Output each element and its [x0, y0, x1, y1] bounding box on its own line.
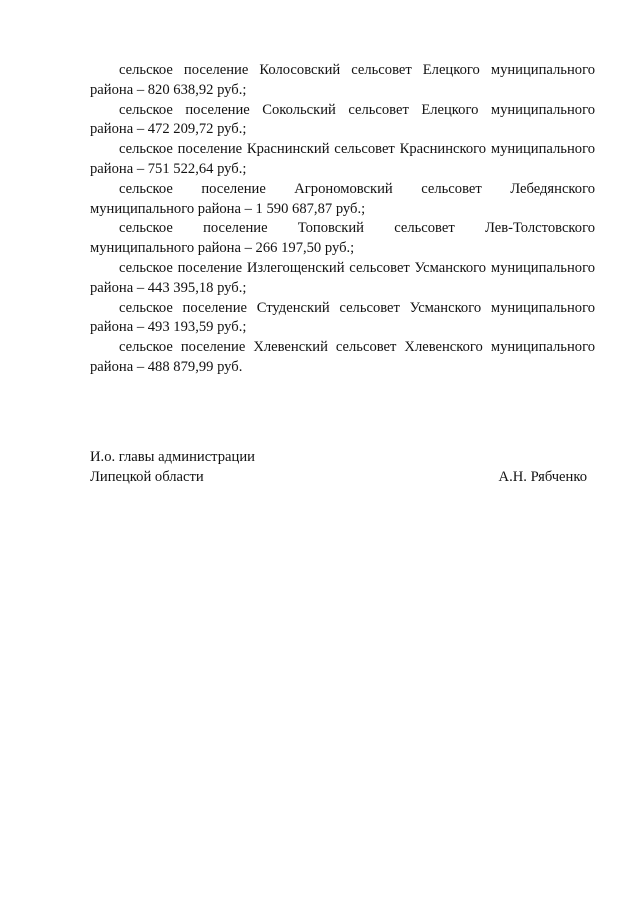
- allocation-item: сельское поселение Топовский сельсовет Лев-Толстовского муниципального района – 266 197,50 руб.;: [90, 220, 595, 257]
- allocation-item: сельское поселение Хлевенский сельсовет Хлевенского муниципального района – 488 879,99 руб.: [90, 339, 595, 375]
- allocation-item: сельское поселение Студенский сельсовет Усманского муниципального района – 493 193,59 руб.;: [90, 299, 595, 336]
- allocation-item: сельское поселение Излегощенский сельсовет Усманского муниципального района – 443 395,18 руб.;: [90, 259, 595, 296]
- allocation-list: [90, 61, 595, 378]
- signer-position-line1: И.о. главы администрации: [90, 449, 255, 465]
- signer-name: А.Н. Рябченко: [498, 468, 587, 485]
- allocation-item: сельское поселение Агрономовский сельсовет Лебедянского муниципального района – 1 590 687,87 руб.;: [90, 180, 595, 217]
- allocation-item: сельское поселение Сокольский сельсовет Елецкого муниципального района – 472 209,72 руб.;: [90, 101, 595, 138]
- signature-block: [90, 448, 590, 488]
- signer-position-row: [90, 468, 590, 488]
- allocation-item: сельское поселение Колосовский сельсовет Елецкого муниципального района – 820 638,92 руб.;: [90, 62, 595, 98]
- signer-position-line2: Липецкой области: [90, 468, 204, 485]
- allocation-item: сельское поселение Краснинский сельсовет Краснинского муниципального района – 751 522,64 руб.;: [90, 141, 595, 177]
